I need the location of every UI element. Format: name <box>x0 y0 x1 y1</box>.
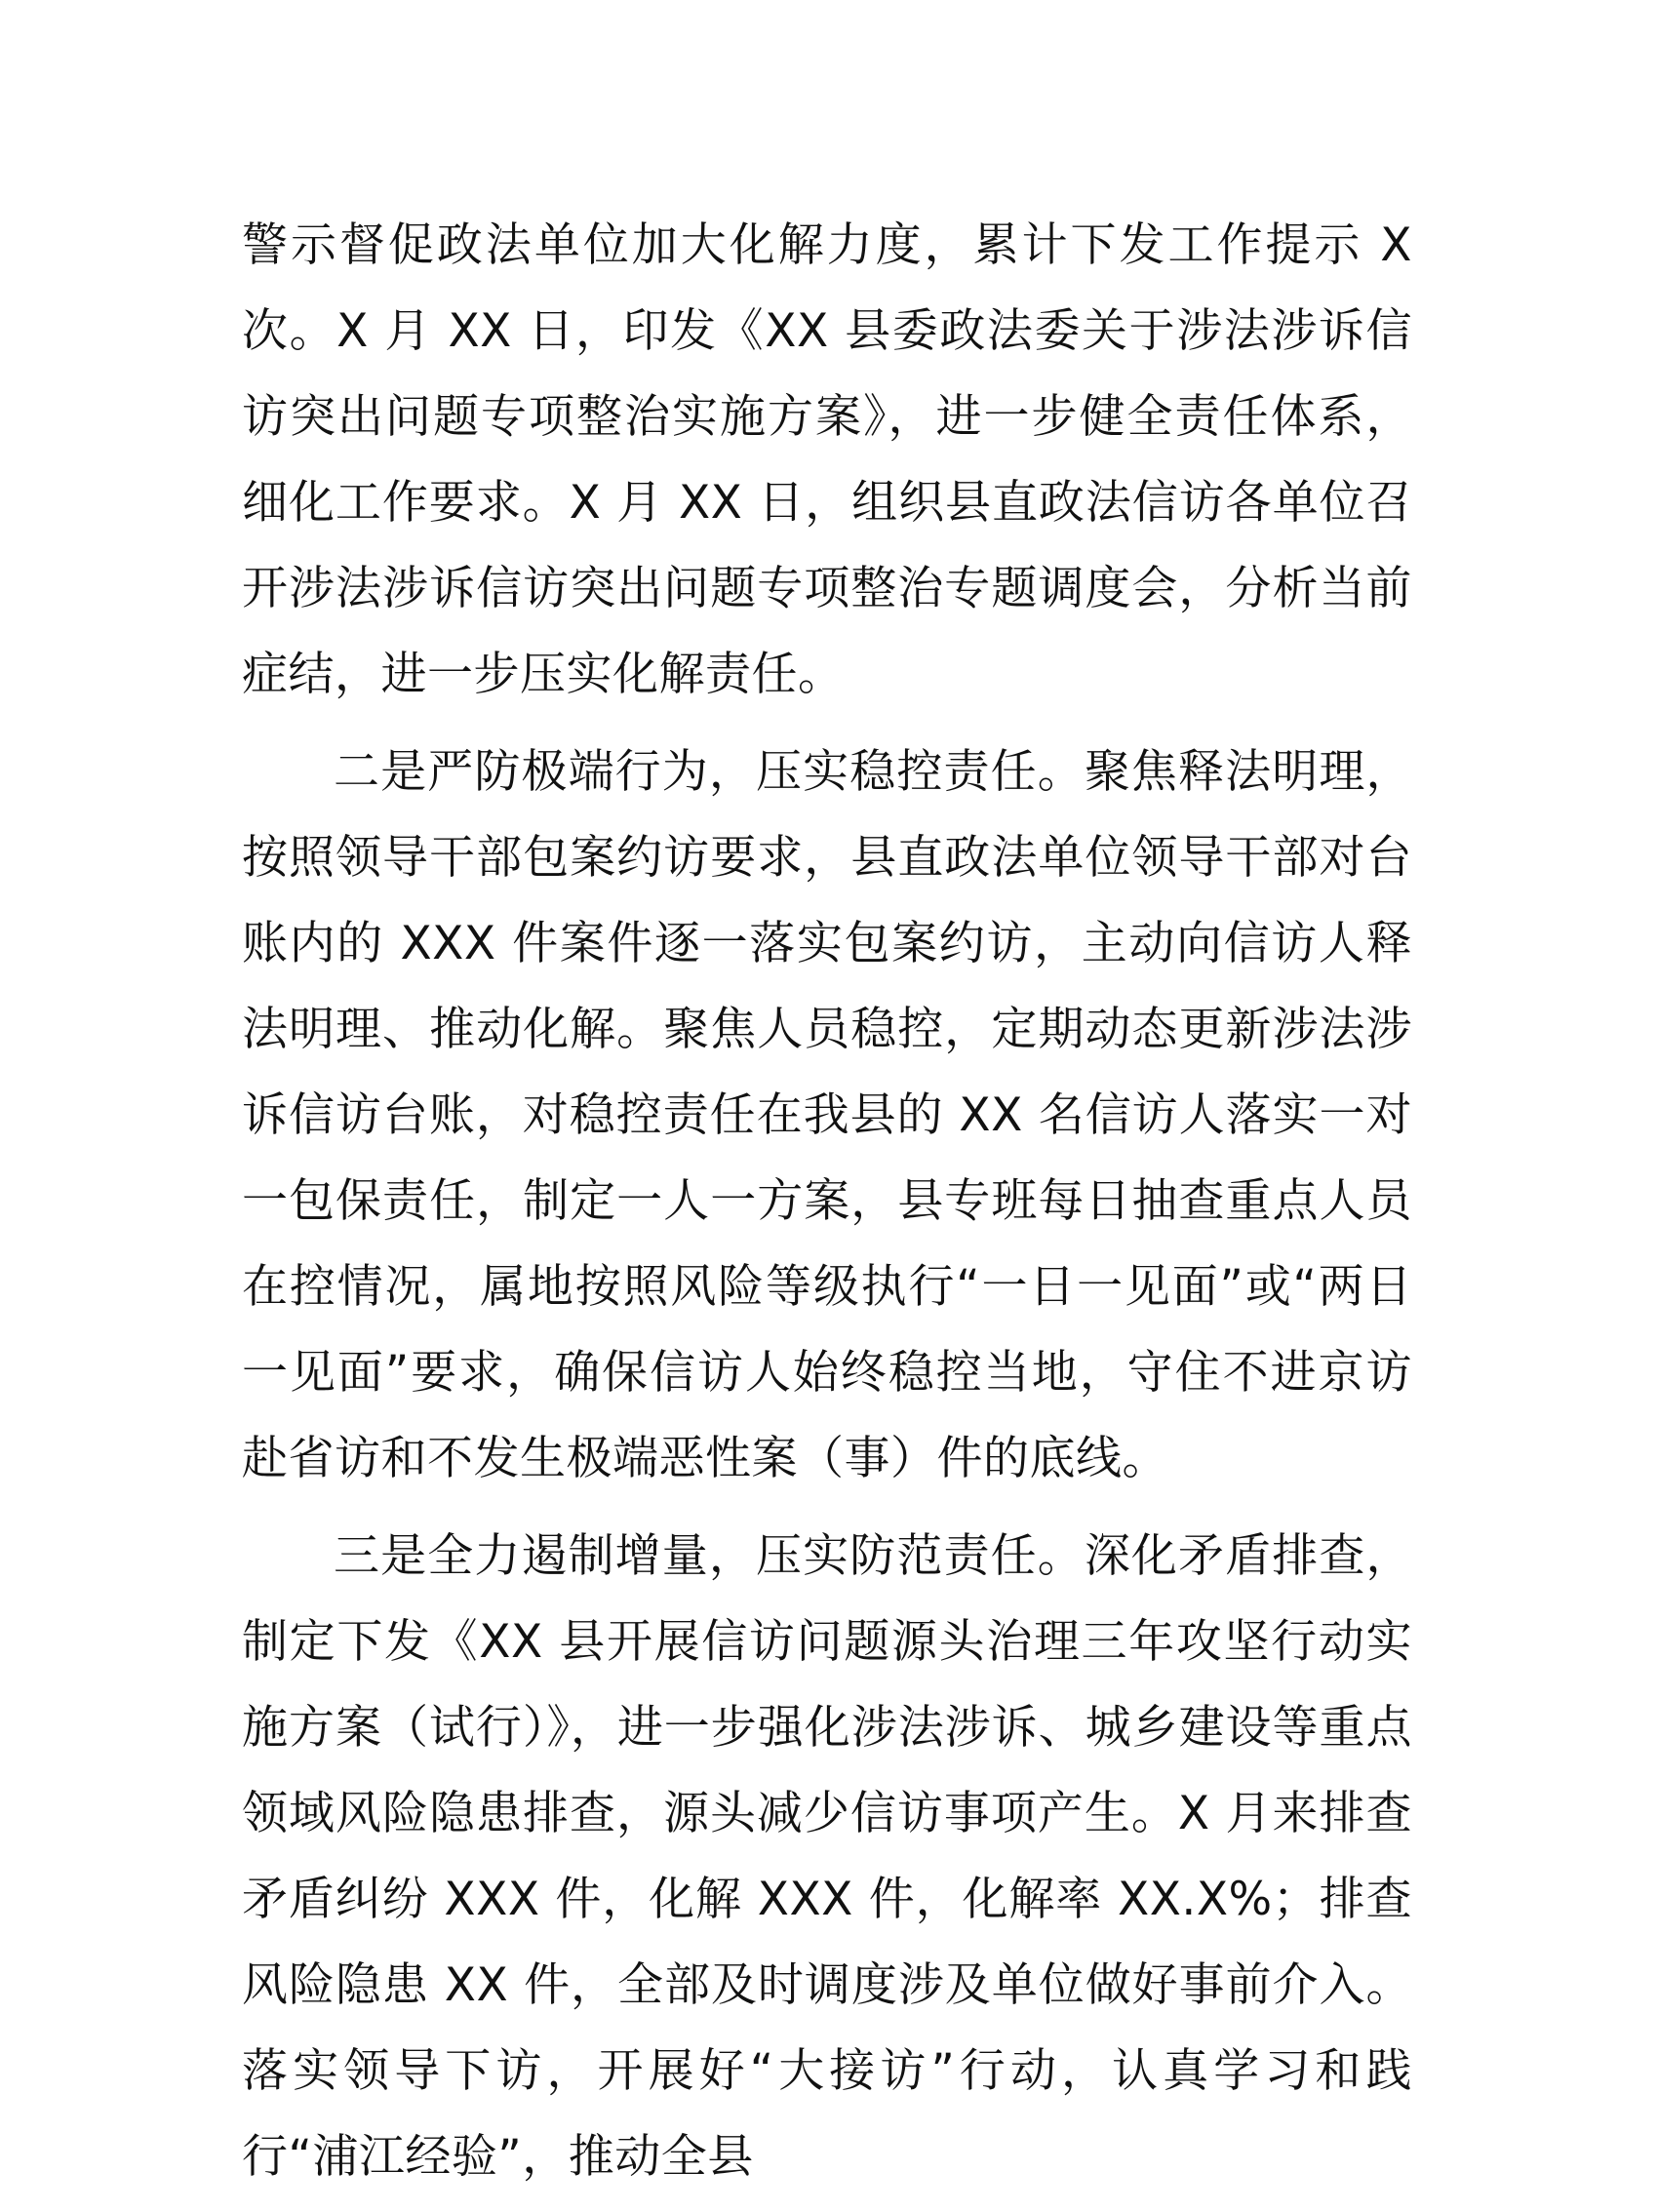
paragraph-increment-control: 三是全力遏制增量，压实防范责任。深化矛盾排查，制定下发《XX 县开展信访问题源头治理三年攻坚行动实施方案（试行）》，进一步强化涉法涉诉、城乡建设等重点领域风险隐患排查，源头减少信访事项产生。X 月来排查矛盾纠纷 XXX 件，化解 XXX 件，化解率 XX.X%；排查风险隐患 XX 件，全部及时调度涉及单位做好事前介入。落实领导下访，开展好“大接访”行动，认真学习和践行“浦江经验”，推动全县 <box>242 1529 1412 2184</box>
paragraph-continued: 警示督促政法单位加大化解力度，累计下发工作提示 X 次。X 月 XX 日，印发《XX 县委政法委关于涉法涉诉信访突出问题专项整治实施方案》，进一步健全责任体系，细化工作要求。X 月 XX 日，组织县直政法信访各单位召开涉法涉诉信访突出问题专项整治专题调度会，分析当前症结，进一步压实化解责任。 <box>242 218 1412 701</box>
document-body <box>242 203 1412 2212</box>
paragraph-extreme-behavior-prevention: 二是严防极端行为，压实稳控责任。聚焦释法明理，按照领导干部包案约访要求，县直政法单位领导干部对台账内的 XXX 件案件逐一落实包案约访，主动向信访人释法明理、推动化解。聚焦人员稳控，定期动态更新涉法涉诉信访台账，对稳控责任在我县的 XX 名信访人落实一对一包保责任，制定一人一方案，县专班每日抽查重点人员在控情况，属地按照风险等级执行“一日一见面”或“两日一见面”要求，确保信访人始终稳控当地，守住不进京访赴省访和不发生极端恶性案（事）件的底线。 <box>242 745 1412 1485</box>
